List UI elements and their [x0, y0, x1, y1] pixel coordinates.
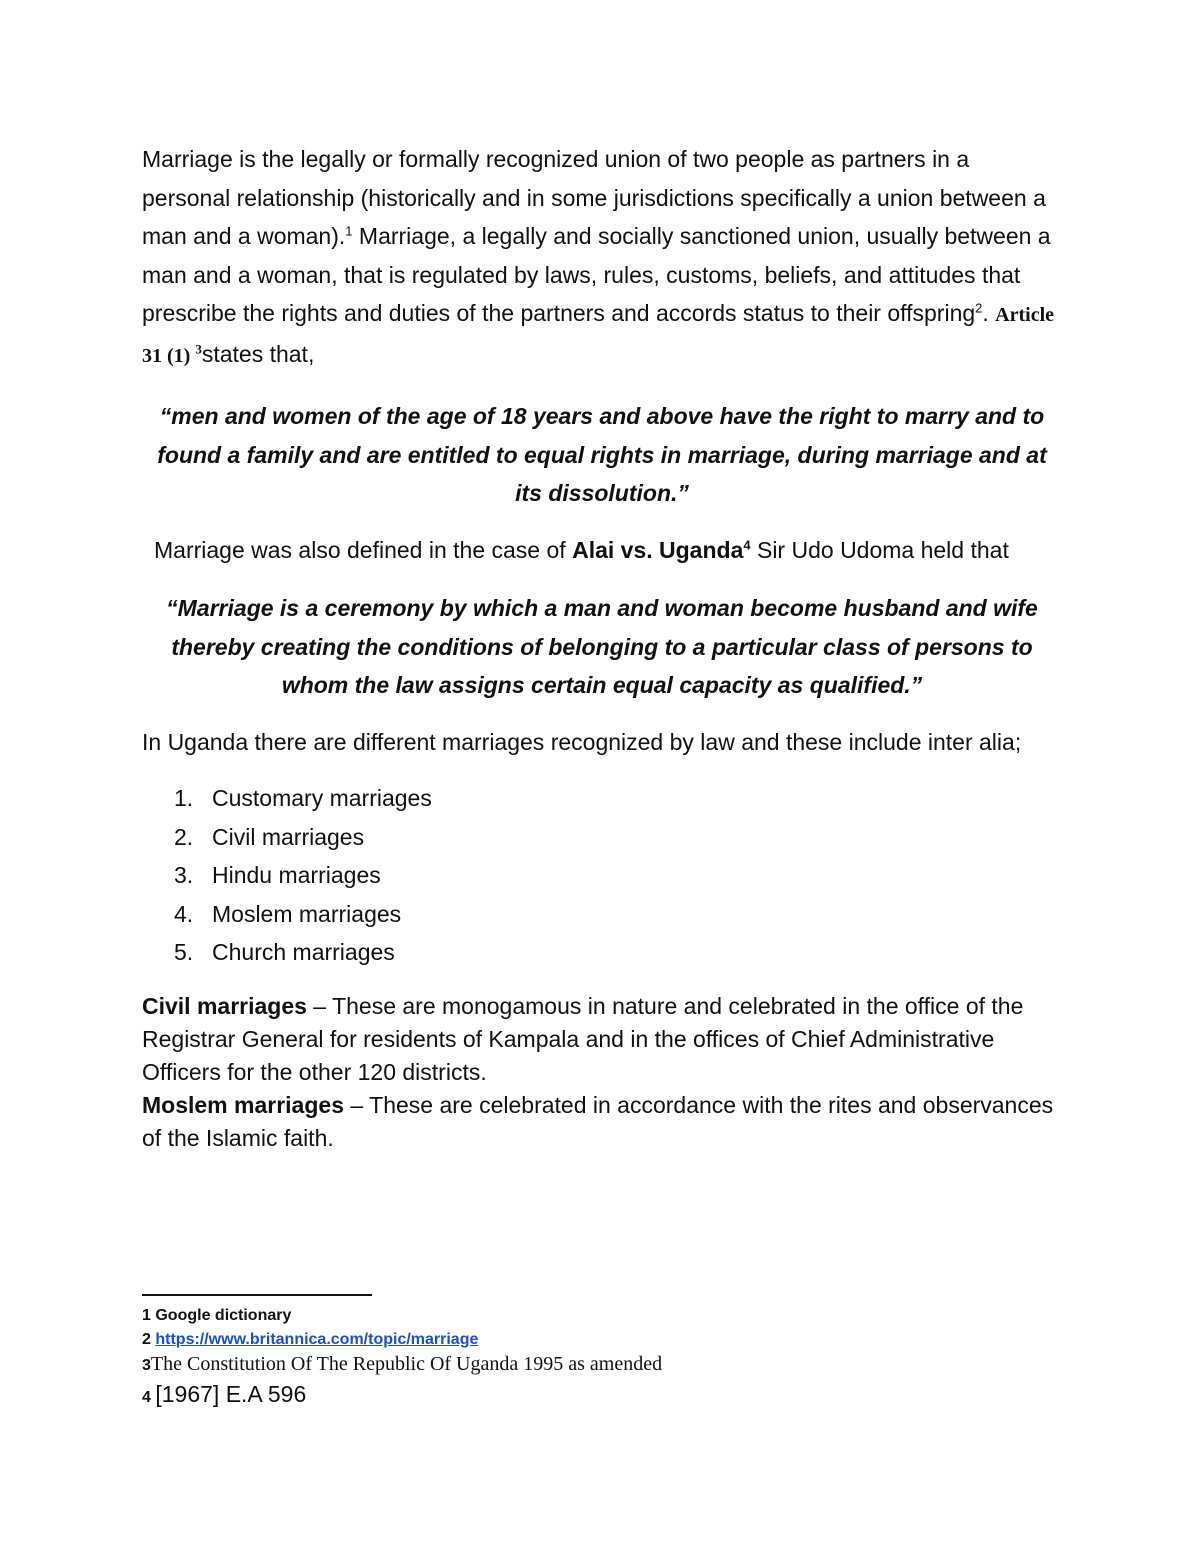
footnote-ref-3[interactable]: 3: [195, 340, 202, 356]
footnote-4: 4 [1967] E.A 596: [142, 1381, 307, 1407]
footnote-4-text: [1967] E.A 596: [155, 1381, 307, 1407]
case-quote: “Marriage is a ceremony by which a man and woman become husband and wife thereby creating the conditions of belonging to a particular class of persons to whom the law assigns certain equal capacity as qualified.”: [166, 595, 1038, 698]
list-item-label: Church marriages: [212, 939, 395, 965]
intro-text-d: states that,: [201, 340, 315, 367]
footnote-1-text: Google dictionary: [155, 1307, 292, 1324]
types-intro-paragraph: In Uganda there are different marriages recognized by law and these include inter alia;: [142, 728, 1022, 755]
footnotes-section: [142, 1294, 1062, 1410]
civil-definition: [142, 990, 1062, 1089]
footnote-ref-2[interactable]: 2: [975, 300, 983, 316]
footnote-3-text: The Constitution Of The Republic Of Uganda 1995 as amended: [150, 1353, 663, 1375]
article-reference: Article 31 (1): [142, 304, 1055, 367]
civil-text: – These are monogamous in nature and celebrated in the office of the Registrar General for residents of Kampala and in the offices of Chief Administrative Officers for the other 120 districts.: [142, 992, 1024, 1085]
list-item-label: Civil marriages: [212, 823, 365, 850]
footnote-1: 1 Google dictionary: [142, 1307, 292, 1324]
case-paragraph: [142, 531, 1062, 570]
intro-text-c: .: [982, 300, 996, 326]
case-text-b: Sir Udo Udoma held that: [750, 536, 1009, 563]
constitution-quote: “men and women of the age of 18 years and above have the right to marry and to found a family and are entitled to equal rights in marriage, during marriage and at its dissolution.”: [157, 403, 1047, 506]
britannica-link[interactable]: https://www.britannica.com/topic/marriage: [155, 1331, 479, 1348]
intro-text-a: Marriage is the legally or formally recognized union of two people as partners in a personal relationship (historically and in some jurisdictions specifically a union between a man and a woman).: [142, 146, 1046, 249]
civil-term: Civil marriages: [142, 992, 307, 1019]
list-item: 5. Church marriages: [174, 933, 1062, 972]
case-text-a: Marriage was also defined in the case of: [154, 536, 573, 563]
list-item-label: Hindu marriages: [212, 862, 381, 888]
footnote-ref-4[interactable]: 4: [743, 536, 751, 552]
list-item: 4. Moslem marriages: [174, 895, 1062, 934]
moslem-definition: [142, 1089, 1062, 1155]
moslem-text: – These are celebrated in accordance with the rites and observances of the Islamic faith.: [142, 1091, 1054, 1151]
marriage-types-list: [142, 779, 1062, 972]
definitions-section: [142, 990, 1062, 1155]
footnote-3: 3The Constitution Of The Republic Of Uganda 1995 as amended: [142, 1353, 663, 1375]
list-item: 2. Civil marriages: [174, 818, 1062, 857]
list-item: 3. Hindu marriages: [174, 856, 1062, 895]
document-body: [142, 140, 1062, 1155]
intro-paragraph: [142, 140, 1062, 375]
footnote-ref-1[interactable]: 1: [345, 223, 353, 239]
list-item: 1. Customary marriages: [174, 779, 1062, 818]
list-item-label: Customary marriages: [212, 785, 432, 811]
moslem-term: Moslem marriages: [142, 1091, 344, 1118]
footnote-divider: [142, 1294, 372, 1296]
case-name: Alai vs. Uganda: [572, 536, 744, 563]
list-item-label: Moslem marriages: [212, 900, 402, 927]
intro-text-b: Marriage, a legally and socially sanctioned union, usually between a man and a woman, that is regulated by laws, rules, customs, beliefs, and attitudes that prescribe the rights and duties of the partners and accords status to their offspring: [142, 223, 1051, 326]
footnote-2: 2 https://www.britannica.com/topic/marriage: [142, 1331, 479, 1348]
